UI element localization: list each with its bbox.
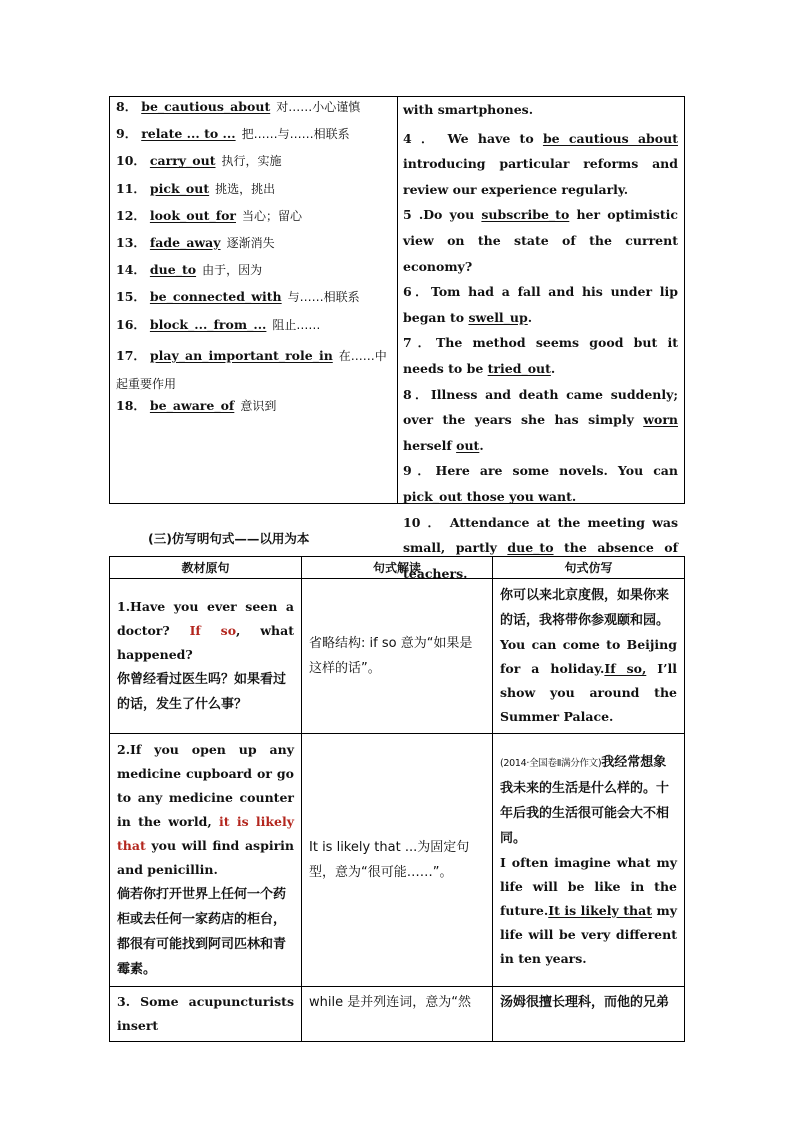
imitation-en: I often imagine what my life will be like in the future.It is likely that my life will be very different in ten years. — [500, 854, 677, 966]
phrase-meaning: 阻止…… — [272, 317, 321, 332]
explanation-cell — [302, 579, 493, 734]
header-original: 教材原句 — [110, 557, 302, 579]
phrase-answer: be_aware_of — [149, 397, 235, 413]
phrase-answer: block_..._from_... — [149, 316, 267, 332]
phrase-item — [116, 315, 392, 342]
phrase-answer: play_an_important_role_in — [149, 347, 333, 363]
original-sentence-cell — [110, 987, 302, 1042]
phrase-meaning: 在……中起重要作用 — [116, 348, 387, 391]
imitation-cell — [493, 734, 685, 987]
sentence-9: 9．Here are some novels. You can pick_out those you want. — [403, 463, 678, 504]
imitation-en: You can come to Beijing for a holiday.If so, I’ll show you around the Summer Palace. — [500, 637, 677, 724]
phrase-answer: relate ... to ... — [141, 126, 236, 142]
original-sentence-cn: 你曾经看过医生吗？如果看过的话，发生了什么事？ — [117, 672, 287, 712]
phrase-item — [116, 206, 392, 233]
phrase-number: 18． — [116, 397, 146, 413]
original-sentence-cn: 倘若你打开世界上任何一个药柜或去任何一家药店的柜台，都很有可能找到阿司匹林和青霉素。 — [117, 887, 287, 977]
original-sentence-cell — [110, 734, 302, 987]
phrase-number: 15． — [116, 289, 146, 305]
table-row — [110, 579, 685, 734]
phrase-meaning: 把……与……相联系 — [241, 127, 350, 142]
phrase-meaning: 当心；留心 — [242, 208, 303, 223]
explanation-text: while 是并列连词，意为“然 — [309, 995, 471, 1010]
phrase-item — [116, 124, 392, 151]
original-sentence-en: 2.If you open up any medicine cupboard or go to any medicine counter in the world, it is likely that you will find aspirin and penicillin. — [117, 742, 295, 877]
phrase-item — [116, 287, 392, 314]
phrase-answer: carry_out — [149, 153, 216, 169]
phrase-number: 9． — [116, 126, 138, 142]
header-explanation: 句式解读 — [302, 557, 493, 579]
phrase-item — [116, 233, 392, 260]
sentence-4: 4 ． We have to be cautious about introducing particular reforms and review our experience regularly. — [403, 130, 678, 197]
sentence-7: 7．The method seems good but it needs to be tried_out. — [403, 335, 678, 376]
phrase-answer: fade_away — [149, 234, 221, 250]
phrase-item — [116, 260, 392, 287]
imitation-cn: 你可以来北京度假，如果你来的话，我将带你参观颐和园。 — [500, 588, 670, 628]
phrase-meaning: 执行，实施 — [221, 154, 282, 169]
phrase-meaning: 与……相联系 — [287, 290, 360, 305]
source-note: (2014·全国卷Ⅱ满分作文) — [500, 757, 602, 769]
phrase-meaning: 由于，因为 — [202, 263, 263, 278]
phrase-meaning: 对……小心谨慎 — [276, 100, 361, 114]
original-sentence-cell — [110, 579, 302, 734]
phrase-number: 12． — [116, 207, 146, 223]
original-sentence-en: 3. Some acupuncturists insert — [117, 994, 294, 1033]
table-row — [110, 734, 685, 987]
explanation-text: It is likely that ...为固定句型，意为“很可能……”。 — [309, 840, 470, 880]
sentence-pattern-table — [109, 556, 685, 1042]
section-heading: (三)仿写明句式——以用为本 — [148, 531, 310, 546]
phrase-number: 17． — [116, 347, 146, 363]
phrase-number: 16． — [116, 316, 146, 332]
phrase-number: 8． — [116, 99, 138, 114]
imitation-cell — [493, 579, 685, 734]
imitation-cell — [493, 987, 685, 1042]
phrase-item — [116, 97, 392, 124]
sentence-5: 5 .Do you subscribe_to her optimistic view on the state of the current economy? — [403, 207, 678, 274]
phrase-number: 10． — [116, 153, 146, 169]
sentence-6: 6．Tom had a fall and his under lip began to swell_up. — [403, 284, 678, 325]
sentence-10: 10 ． Attendance at the meeting was small, partly due_to the absence of teachers. — [403, 514, 678, 581]
phrase-number: 11． — [116, 180, 146, 196]
phrase-number: 13． — [116, 234, 146, 250]
column-divider — [397, 97, 398, 503]
table-row — [110, 987, 685, 1042]
imitation-cn: (2014·全国卷Ⅱ满分作文)我经常想象我未来的生活是什么样的。十年后我的生活很可能会大不相同。 — [500, 754, 670, 846]
sentence-continuation: with smartphones. — [403, 102, 534, 117]
phrase-meaning: 挑选，挑出 — [215, 181, 276, 196]
original-sentence-en: 1.Have you ever seen a doctor? If so, what happened? — [117, 599, 294, 662]
phrase-list — [116, 97, 392, 423]
exercise-sentences — [403, 97, 678, 586]
explanation-cell — [302, 734, 493, 987]
phrase-meaning: 意识到 — [240, 398, 277, 413]
phrase-number: 14． — [116, 262, 146, 278]
imitation-cn: 汤姆很擅长理科，而他的兄弟 — [500, 995, 670, 1010]
phrase-answer: pick_out — [149, 180, 210, 196]
sentence-8: 8．Illness and death came suddenly; over the years she has simply worn herself out. — [403, 386, 678, 453]
phrase-meaning: 逐渐消失 — [226, 235, 275, 250]
phrase-answer: due_to — [149, 262, 197, 278]
phrase-answer: look_out_for — [149, 207, 236, 223]
phrase-item — [116, 179, 392, 206]
header-imitation: 句式仿写 — [493, 557, 685, 579]
phrase-item — [116, 151, 392, 178]
explanation-cell — [302, 987, 493, 1042]
phrase-item — [116, 396, 392, 423]
table-header-row — [110, 557, 685, 579]
phrase-answer: be_cautious_about — [141, 99, 271, 114]
phrase-answer: be_connected_with — [149, 289, 282, 305]
phrase-item — [116, 342, 392, 396]
explanation-text: 省略结构: if so 意为“如果是这样的话”。 — [309, 636, 473, 676]
